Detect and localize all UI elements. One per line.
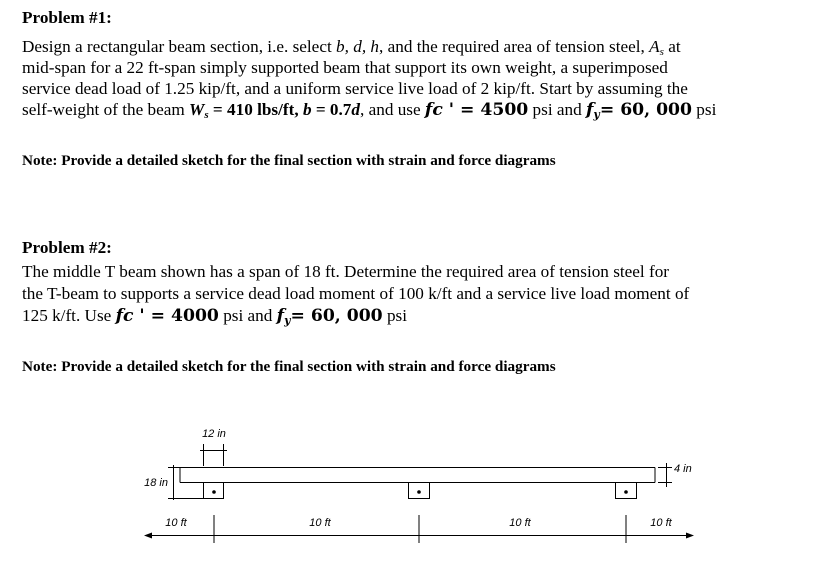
spacing-arrow-right <box>686 533 694 539</box>
spacing-label-3: 10 ft <box>509 517 531 529</box>
t-beam-figure <box>0 420 839 584</box>
spacing-label-2: 10 ft <box>309 517 331 529</box>
problem2-note: Note: Provide a detailed sketch for the final section with strain and force diagrams <box>22 358 556 375</box>
rebar-left <box>212 490 216 494</box>
depth-label: 18 in <box>144 477 168 489</box>
web-width-label: 12 in <box>202 428 226 440</box>
spacing-arrow-left <box>144 533 152 539</box>
problem2-line3: 125 k/ft. Use fc ' = 4000 psi and $f_y= 60$, 000 psi <box>22 306 407 327</box>
problem1-line2: mid-span for a 22 ft-span simply supported beam that support its own weight, a superimposed <box>22 58 668 77</box>
problem1-note: Note: Provide a detailed sketch for the final section with strain and force diagrams <box>22 152 556 169</box>
problem1-line3: service dead load of 1.25 kip/ft, and a uniform service live load of 2 kip/ft. Start by assuming the <box>22 79 688 98</box>
flange-thickness-label: 4 in <box>674 463 692 475</box>
rebar-middle <box>417 490 421 494</box>
problem2-title: Problem #2: <box>22 238 112 257</box>
problem2-line2: the T-beam to supports a service dead load moment of 100 k/ft and a service live load moment of <box>22 284 690 303</box>
problem1-line1: Design a rectangular beam section, i.e. select b, d, h, and the required area of tension steel, $A_s$ at <box>22 37 681 58</box>
spacing-label-4: 10 ft <box>650 517 672 529</box>
problem1-line4: self-weight of the beam $W_s = 410$ lbs/ft, b = 0.7d, and use fc ' = 4500 psi and $f_y= 60$, 000 psi <box>22 100 717 121</box>
problem2-line1: The middle T beam shown has a span of 18 ft. Determine the required area of tension steel for <box>22 262 670 281</box>
problem1-title: Problem #1: <box>22 8 112 27</box>
spacing-label-1: 10 ft <box>165 517 187 529</box>
rebar-right <box>624 490 628 494</box>
